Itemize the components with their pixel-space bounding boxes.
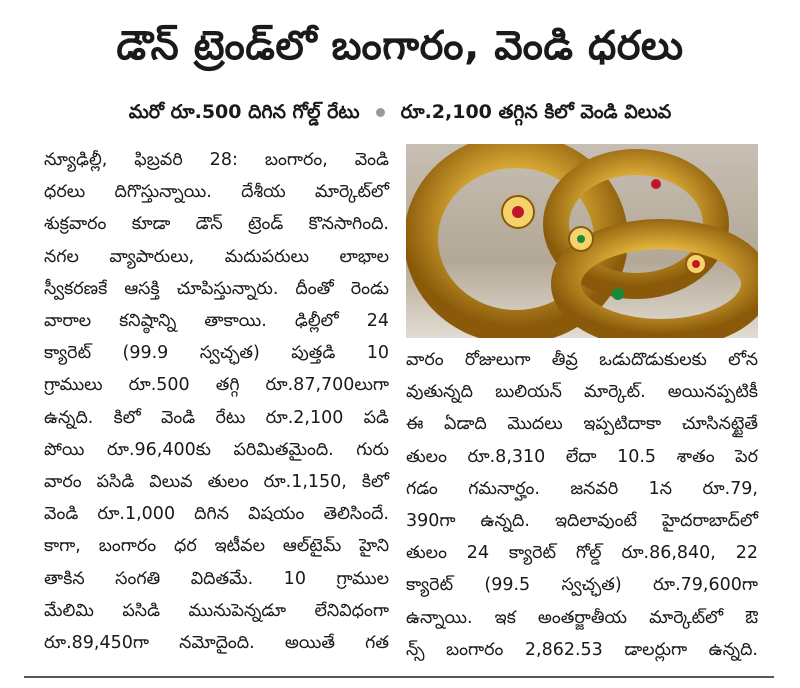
subheadline (0, 97, 800, 127)
text-line: నగల వ్యాపారులు, మదుపరులు లాభాల (44, 246, 389, 267)
text-line: ఈ ఏడాది మొదలు ఇప్పటిదాకా చూసినట్టైతే (406, 414, 758, 435)
article-column-left (44, 144, 389, 659)
gold-bangles-icon (406, 144, 758, 338)
text-line: వారాల కనిష్ఠాన్ని తాకాయి. ఢిల్లీలో 24 (44, 311, 389, 332)
text-line: వుతున్నది బులియన్ మార్కెట్. అయినప్పటికీ (406, 382, 758, 403)
text-line: ఉన్నాయి. ఇక అంతర్జాతీయ మార్కెట్‌లో ఔ (406, 607, 758, 628)
text-line: ధరలు దిగొస్తున్నాయి. దేశీయ మార్కెట్‌లో (44, 182, 389, 203)
subhead-right: రూ.2,100 తగ్గిన కిలో వెండి విలువ (400, 101, 672, 123)
headline: డౌన్ ట్రెండ్‌లో బంగారం, వెండి ధరలు (116, 23, 684, 69)
subhead-left: మరో రూ.500 దిగిన గోల్డ్ రేటు (128, 101, 360, 123)
text-line: రూ.89,450గా నమోదైంది. అయితే గత (44, 633, 389, 654)
text-line: 390గా ఉన్నది. ఇదిలావుంటే హైదరాబాద్‌లో (406, 511, 758, 532)
gold-bangles-photo (406, 144, 758, 338)
text-line: స్వీకరణకే ఆసక్తి చూపిస్తున్నారు. దీంతో రెండు (44, 278, 389, 299)
text-line: మేలిమి పసిడి మునుపెన్నడూ లేనివిధంగా (44, 600, 389, 621)
text-line: వెండి రూ.1,000 దిగిన విషయం తెలిసిందే. (44, 504, 389, 525)
text-line: గ్రాములు రూ.500 తగ్గి రూ.87,700లుగా (44, 375, 389, 396)
text-line: తులం రూ.8,310 లేదా 10.5 శాతం పెర (406, 446, 758, 467)
text-line: ఉన్నది. కిలో వెండి రేటు రూ.2,100 పడి (44, 407, 389, 428)
article-column-right (406, 344, 758, 666)
text-line: వారం రోజులుగా తీవ్ర ఒడుదొడుకులకు లోన (406, 350, 758, 370)
text-line: పోయి రూ.96,400కు పరిమితమైంది. గురు (44, 439, 389, 460)
bullet-separator (376, 108, 385, 117)
text-line: వారం పసిడి విలువ తులం రూ.1,150, కిలో (44, 472, 389, 493)
text-line: గడం గమనార్హం. జనవరి 1న రూ.79, (406, 478, 758, 499)
text-line: క్యారెట్ (99.9 స్వచ్ఛత) పుత్తడి 10 (44, 343, 389, 364)
text-line: శుక్రవారం కూడా డౌన్ ట్రెండ్ కొనసాగింది. (44, 214, 389, 235)
text-line: తులం 24 క్యారెట్ గోల్డ్ రూ.86,840, 22 (406, 543, 758, 564)
text-line: న్యూఢిల్లీ, ఫిబ్రవరి 28: బంగారం, వెండి (44, 150, 389, 170)
text-line: న్స్ బంగారం 2,862.53 డాలర్లుగా ఉన్నది. (406, 639, 758, 660)
text-line: కాగా, బంగారం ధర ఇటీవల ఆల్‌టైమ్ హైని (44, 536, 389, 557)
text-line: క్యారెట్ (99.5 స్వచ్ఛత) రూ.79,600గా (406, 575, 758, 596)
bottom-divider (24, 676, 774, 678)
text-line: తాకిన సంగతి విదితమే. 10 గ్రాముల (44, 568, 389, 589)
